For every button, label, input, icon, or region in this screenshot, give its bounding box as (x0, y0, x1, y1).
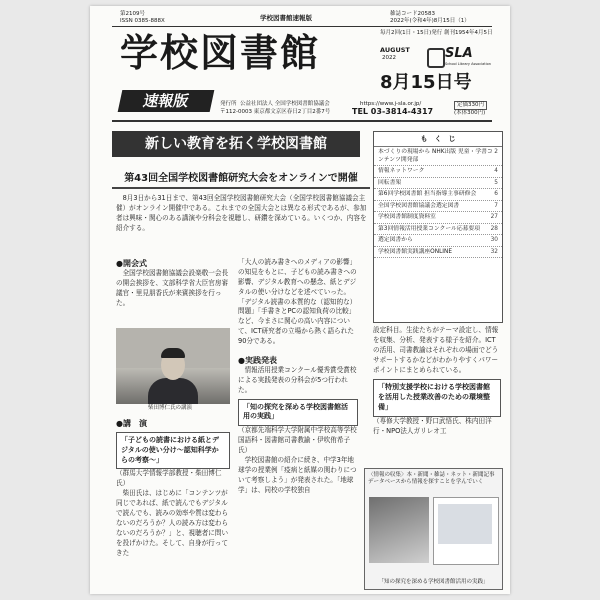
inset-title: 〈情報の収集〉本・新聞・雑誌・ネット・新聞記事データベースから情報を探すことを学んでいく (368, 472, 495, 485)
lecture-title: 「子どもの読書における紙とデジタルの使い分け～認知科学からの考察～」 (116, 432, 230, 469)
right-title: 「特別支援学校における学校図書館を活用した授業改善のための環境整備」 (373, 379, 501, 416)
inset-caption: 「知の探究を深める学校図書館活用の実践」 (378, 579, 489, 586)
toc-item-page: 4 (494, 168, 498, 175)
inset-photo-1 (369, 497, 429, 563)
toc-item-label: 第6回学校図書館 担当指導主事研修会 (378, 191, 477, 198)
toc-item-label: 学校図書館制度資料室 (378, 214, 436, 221)
toc-item (374, 166, 502, 178)
lecture-section (116, 418, 230, 558)
address: 〒112-0003 東京都文京区春日2丁目2番7号 (220, 109, 331, 115)
section-practice: ●実践発表 (238, 356, 277, 366)
practice-text: 情報活用授業コンクール優秀賞受賞校による実践発表の分科会が5つ行われた。 (238, 366, 357, 394)
toc-item-label: 回転書架 (378, 179, 402, 186)
masthead-title: 学校図書館 (120, 30, 321, 75)
toc-item-label: 本づくりの現場から NHK出版 児童・学書コンテンツ開発部 (378, 149, 493, 163)
column-1 (116, 258, 230, 309)
table-of-contents (373, 131, 503, 323)
column-2 (238, 258, 358, 496)
toc-list (374, 147, 502, 258)
toc-item (374, 189, 502, 201)
practice-title: 「知の探究を深める学校図書館活用の実践」 (238, 399, 358, 427)
masthead-subtitle: 速報版 (118, 90, 215, 112)
publisher: 公益社団法人 全国学校図書館協議会 (240, 101, 330, 107)
right-text: 設定科目。生徒たちがテーマ設定し、情報を収集、分析、発表する様子を紹介。ICTの活用、司書教諭はそれぞれの場面でどうサポートするかなどがわかりやすくパワーポイントにまとめられている。 (373, 326, 499, 374)
masthead-rule (112, 120, 492, 122)
inset-screen-content (438, 504, 492, 544)
toc-item-label: 情報ネットワーク (378, 168, 425, 175)
toc-title: も く じ (374, 132, 502, 147)
telephone: TEL 03-3814-4317 (352, 107, 434, 116)
toc-item-page: 32 (490, 248, 498, 255)
photo-caption: 柴田博仁氏の講演 (148, 405, 193, 411)
month-en: AUGUST (380, 46, 410, 54)
lecture-by: （群馬大学情報学部教授・柴田博仁氏） (116, 469, 222, 488)
section-lecture: ●講 演 (116, 419, 147, 428)
section-opening: ●開会式 (116, 259, 147, 268)
newspaper-page (90, 6, 510, 594)
logo-text: SLA (445, 46, 473, 61)
practice-text-2: 学校図書館の紹介に続き、中学3年地球学の授業例「疫病と紙媒の関わりについて考察しよう」が発表された。「地球学」は、同校の学校独自 (238, 455, 357, 494)
practice-by: （京都先端科学大学附属中学校高等学校国語科・図書館司書教諭・伊吹侑希子氏） (238, 426, 357, 455)
toc-item-page: 5 (494, 179, 498, 186)
headline-banner: 新しい教育を拓く学校図書館 (112, 131, 360, 157)
issn: ISSN 0385-888X (120, 18, 165, 24)
toc-item-label: 第3回情報活用授業コンクール応募要項 (378, 225, 481, 232)
toc-item-page: 2 (494, 149, 498, 155)
year: 2022 (382, 55, 396, 61)
lecture-text: 柴田氏は、はじめに「コンテンツが同じであれば、紙で読んでもデジタルで読んでも、読みの効率や質は変わらないのだろうか？人の読み方は変わらないのだろうか？」と、視聴者に問いを投げかけた。そして、自身が行ってきた (116, 489, 229, 557)
toc-item (374, 212, 502, 224)
price: 定価330円 (454, 101, 487, 110)
toc-item-page: 7 (494, 202, 498, 209)
toc-item (374, 201, 502, 213)
lead-paragraph: 8月3日から31日まで、第43回全国学校図書館研究大会（全国学校図書館協議会主催）がオンライン開催中である。これまでの全国大会とは異なる形式であるが、参加者は興味・関心のある講演や分科会を視聴し、研鑽を深めている。いくつか、内容を紹介する。 (116, 194, 367, 232)
column-3 (373, 326, 501, 437)
sla-logo (427, 46, 492, 68)
right-by: （専修大学教授・野口武悟氏、株内田洋行・NPO法人ガリレオ工 (373, 416, 492, 435)
toc-item-label: 学校図書館実践講座ONLINE (378, 248, 453, 255)
toc-item-label: 全国学校図書館協議会選定図書 (378, 202, 460, 209)
photo-suit (148, 378, 198, 404)
toc-item-page: 28 (490, 225, 498, 232)
inset-screen (433, 497, 499, 565)
issue-number: 第2109号 (120, 11, 145, 17)
toc-item (374, 224, 502, 236)
mid-text: 「大人の読み書きへのメディアの影響」の知見をもとに、子どもの読み書きへの影響、デジタル教育への懸念、紙とデジタルの使い分けなどを述べていった。「デジタル読書の本質的な（認知的な）問題」「手書きとPCの認知負荷の比較」など、今まさに関心の高い内容について、ICT研究者の立場から熱く語られた90分である。 (238, 258, 357, 346)
publish-date: 2022年(令和4年)8月15日（1） (390, 18, 470, 24)
toc-item (374, 147, 502, 166)
toc-item (374, 178, 502, 190)
price-sub: (本体300円) (454, 110, 486, 116)
publisher-label: 発行所 (220, 101, 237, 107)
magazine-code: 雑誌コード20583 (390, 11, 435, 17)
inset-figure (364, 468, 503, 590)
lecturer-photo (116, 328, 230, 404)
photo-hair (161, 348, 185, 358)
logo-mark-icon (427, 48, 445, 68)
headline-sub: 第43回全国学校図書館研究大会をオンラインで開催 (112, 169, 370, 189)
toc-item-page: 6 (494, 191, 498, 198)
supertitle: 学校図書館速報版 (260, 14, 312, 22)
toc-item-label: 選定図書から (378, 237, 413, 244)
frequency: 毎月2回(1日・15日)発行 創刊1954年4月5日 (380, 30, 493, 36)
toc-item (374, 235, 502, 247)
issue-date: 8月15日号 (380, 72, 472, 93)
toc-item (374, 247, 502, 259)
toc-item-page: 27 (490, 214, 498, 221)
opening-text: 全国学校図書館協議会設楽敬一会長の開会挨拶を、文部科学省大臣官房審議官・里見朋香氏が来賓挨拶を行った。 (116, 269, 229, 307)
website-url[interactable]: https://www.j-sla.or.jp/ (360, 101, 422, 107)
logo-subtext: School Library Association (445, 62, 492, 66)
toc-item-page: 30 (490, 237, 498, 244)
